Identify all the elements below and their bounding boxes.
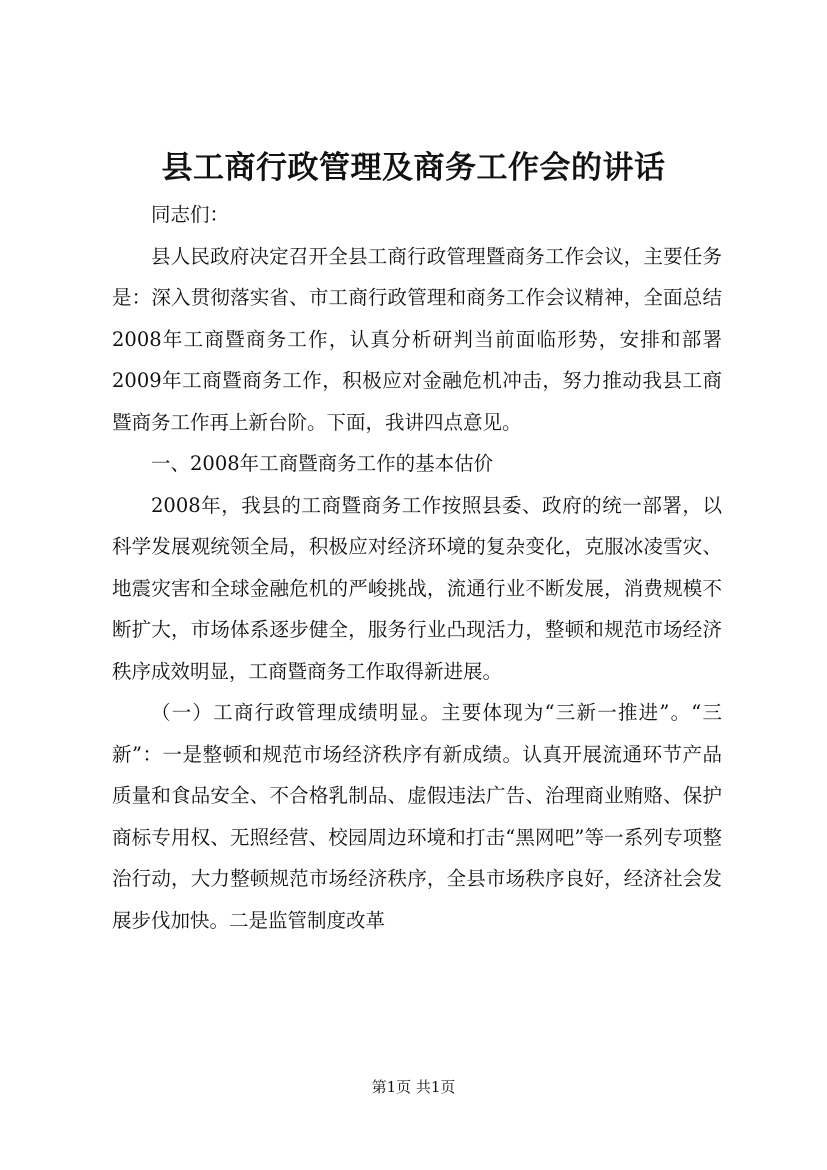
paragraph-intro: 县人民政府决定召开全县工商行政管理暨商务工作会议，主要任务是：深入贯彻落实省、市工商行政管理和商务工作会议精神，全面总结2008年工商暨商务工作，认真分析研判当前面临形势，安排和部署2009年工商暨商务工作，积极应对金融危机冲击，努力推动我县工商暨商务工作再上新台阶。下面，我讲四点意见。 (112, 244, 722, 434)
salutation: 同志们： (151, 203, 230, 226)
page-footer: 第1页 共1页 (371, 1078, 456, 1096)
document-title: 县工商行政管理及商务工作会的讲话 (161, 150, 666, 186)
section-heading-1: 一、2008年工商暨商务工作的基本估价 (151, 452, 494, 475)
paragraph-achievements: （一）工商行政管理成绩明显。主要体现为“三新一推进”。“三新”：一是整顿和规范市场经济秩序有新成绩。认真开展流通环节产品质量和食品安全、不合格乳制品、虚假违法广告、治理商业贿赂、保护商标专用权、无照经营、校园周边环境和打击“黑网吧”等一系列专项整治行动，大力整顿规范市场经济秩序，全县市场秩序良好，经济社会发展步伐加快。二是监管制度改革 (112, 701, 722, 932)
paragraph-2008-summary: 2008年，我县的工商暨商务工作按照县委、政府的统一部署，以科学发展观统领全局，积极应对经济环境的复杂变化，克服冰凌雪灾、地震灾害和全球金融危机的严峻挑战，流通行业不断发展，消费规模不断扩大，市场体系逐步健全，服务行业凸现活力，整顿和规范市场经济秩序成效明显，工商暨商务工作取得新进展。 (112, 493, 722, 683)
document-body (112, 194, 722, 941)
